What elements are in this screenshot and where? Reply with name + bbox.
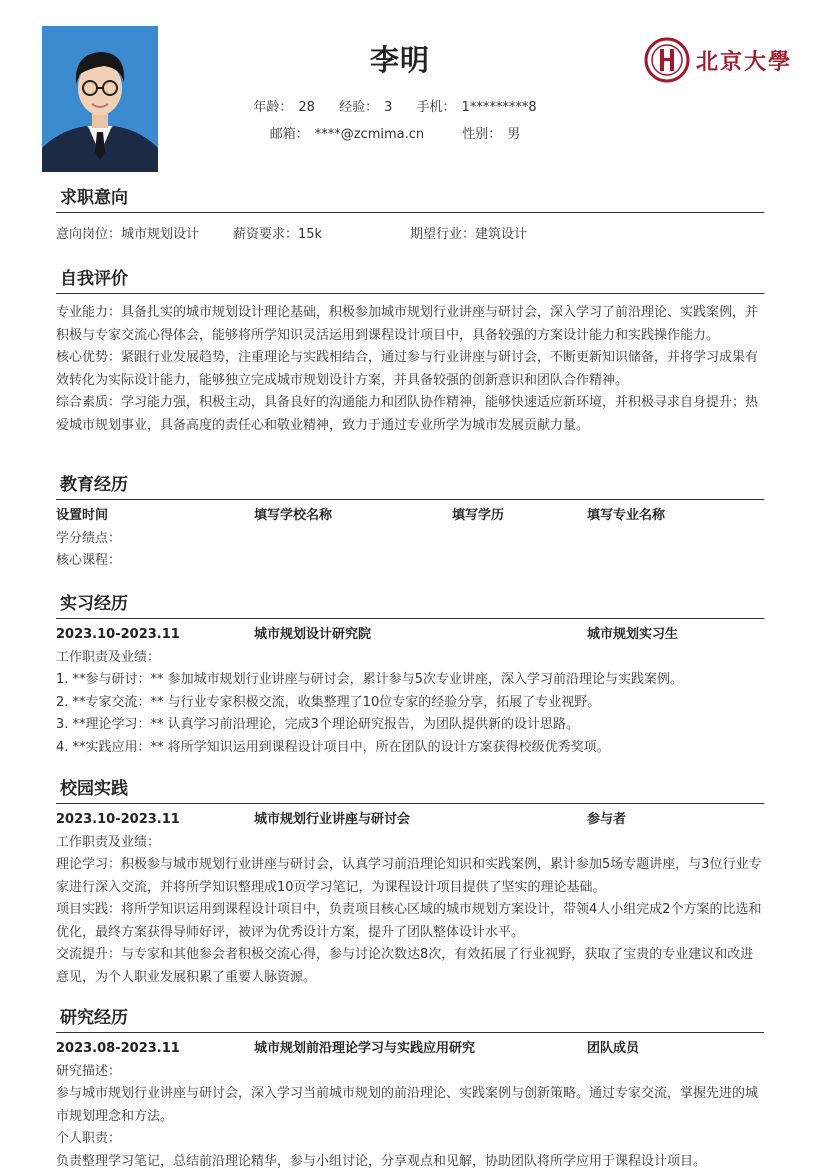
education-major: 填写专业名称 [587, 505, 665, 528]
research-org: 城市规划前沿理论学习与实践应用研究 [254, 1038, 475, 1061]
gender-field: 性别： 男 [462, 123, 520, 142]
intent-industry: 期望行业：建筑设计 [410, 224, 527, 247]
internship-item: 3. **理论学习：** 认真学习前沿理论，完成3个理论研究报告，为团队提供新的设计思路。 [56, 714, 764, 737]
gpa-label: 学分绩点： [56, 528, 764, 551]
university-seal-icon [644, 37, 690, 83]
internship-time: 2023.10-2023.11 [56, 624, 180, 647]
intent-row [56, 224, 764, 247]
self-eval-paragraph: 核心优势：紧跟行业发展趋势，注重理论与实践相结合，通过参与行业讲座与研讨会，不断更新知识储备，并将学习成果有效转化为实际设计能力，能够独立完成城市规划设计方案，并具备较强的创新意识和团队合作精神。 [56, 347, 764, 392]
internship-item: 2. **专家交流：** 与行业专家积极交流，收集整理了10位专家的经验分享，拓展了专业视野。 [56, 692, 764, 715]
contact-row-1 [0, 96, 790, 115]
campus-org: 城市规划行业讲座与研讨会 [254, 809, 410, 832]
intent-salary: 薪资要求：15k [233, 224, 322, 247]
campus-paragraph: 交流提升：与专家和其他参会者积极交流心得，参与讨论次数达8次，有效拓展了行业视野，获取了宝贵的专业建议和改进意见，为个人职业发展积累了重要人脉资源。 [56, 944, 764, 989]
duty-label: 工作职责及业绩： [56, 647, 764, 670]
research-desc: 参与城市规划行业讲座与研讨会，深入学习当前城市规划的前沿理论、实践案例与创新策略。通过专家交流，掌握先进的城市规划理念和方法。 [56, 1083, 764, 1128]
education-section [56, 473, 764, 573]
contact-row-2 [0, 123, 790, 142]
internship-item: 1. **参与研讨：** 参加城市规划行业讲座与研讨会，累计参与5次专业讲座，深入学习前沿理论与实践案例。 [56, 669, 764, 692]
phone-field: 手机： 1*********8 [417, 96, 537, 115]
campus-role: 参与者 [587, 809, 626, 832]
duty-label: 工作职责及业绩： [56, 832, 764, 855]
research-header-row [56, 1038, 764, 1061]
section-title: 实习经历 [56, 592, 764, 619]
courses-label: 核心课程： [56, 550, 764, 573]
education-school: 填写学校名称 [254, 505, 332, 528]
internship-role: 城市规划实习生 [587, 624, 678, 647]
candidate-name: 李明 [0, 38, 800, 79]
campus-paragraph: 理论学习：积极参与城市规划行业讲座与研讨会，认真学习前沿理论知识和实践案例，累计参加5场专题讲座，与3位行业专家进行深入交流，并将所学知识整理成10页学习笔记，为课程设计项目提供了坚实的理论基础。 [56, 854, 764, 899]
section-title: 研究经历 [56, 1006, 764, 1033]
self-eval-paragraph: 专业能力：具备扎实的城市规划设计理论基础，积极参加城市规划行业讲座与研讨会，深入学习了前沿理论、实践案例，并积极与专家交流心得体会，能够将所学知识灵活运用到课程设计项目中，具备较强的方案设计能力和实践操作能力。 [56, 302, 764, 347]
section-title: 自我评价 [56, 267, 764, 294]
campus-paragraph: 项目实践：将所学知识运用到课程设计项目中，负责项目核心区域的城市规划方案设计，带领4人小组完成2个方案的比选和优化，最终方案获得导师好评，被评为优秀设计方案，提升了团队整体设计水平。 [56, 899, 764, 944]
campus-time: 2023.10-2023.11 [56, 809, 180, 832]
self-eval-paragraph: 综合素质：学习能力强，积极主动，具备良好的沟通能力和团队协作精神，能够快速适应新环境，并积极寻求自身提升；热爱城市规划事业，具备高度的责任心和敬业精神，致力于通过专业所学为城市发展贡献力量。 [56, 392, 764, 437]
research-section [56, 1006, 764, 1173]
research-role: 团队成员 [587, 1038, 639, 1061]
experience-field: 经验： 3 [339, 96, 392, 115]
intent-position: 意向岗位：城市规划设计 [56, 224, 199, 247]
internship-item: 4. **实践应用：** 将所学知识运用到课程设计项目中，所在团队的设计方案获得校级优秀奖项。 [56, 737, 764, 760]
internship-org: 城市规划设计研究院 [254, 624, 371, 647]
section-title: 教育经历 [56, 473, 764, 500]
age-field: 年龄： 28 [253, 96, 315, 115]
campus-practice-section [56, 777, 764, 989]
self-evaluation-section [56, 267, 764, 437]
research-duty-label: 个人职责： [56, 1128, 764, 1151]
section-title: 校园实践 [56, 777, 764, 804]
internship-header-row [56, 624, 764, 647]
education-time: 设置时间 [56, 505, 108, 528]
section-title: 求职意向 [56, 186, 764, 213]
research-time: 2023.08-2023.11 [56, 1038, 180, 1061]
research-desc-label: 研究描述： [56, 1061, 764, 1084]
research-duty: 负责整理学习笔记，总结前沿理论精华，参与小组讨论，分享观点和见解，协助团队将所学应用于课程设计项目。 [56, 1151, 764, 1173]
education-header-row [56, 505, 764, 528]
campus-header-row [56, 809, 764, 832]
university-name: 北京大學 [696, 45, 792, 76]
education-degree: 填写学历 [452, 505, 504, 528]
university-logo [644, 36, 794, 84]
email-field: 邮箱： ****@zcmima.cn [270, 123, 424, 142]
job-intent-section [56, 186, 764, 247]
internship-section [56, 592, 764, 759]
